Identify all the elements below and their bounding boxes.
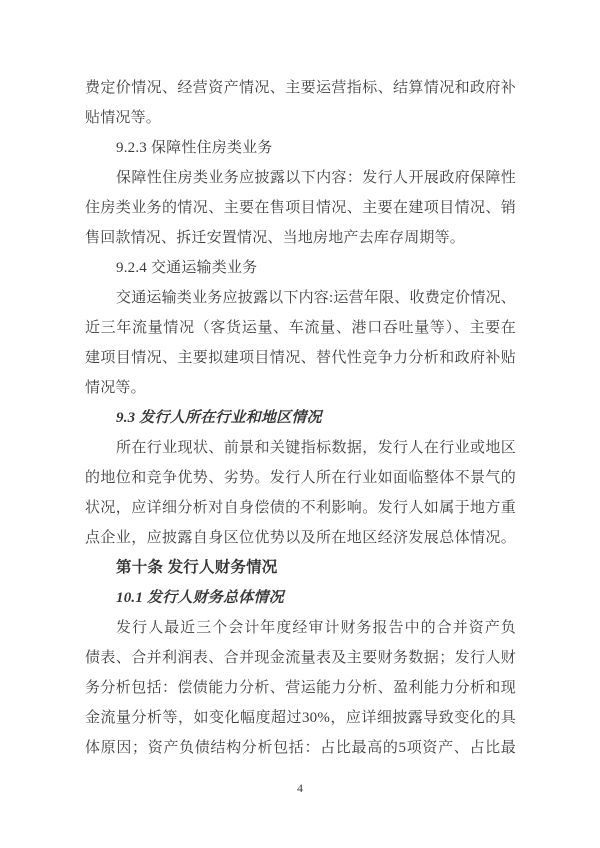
heading-10-1: 10.1 发行人财务总体情况 — [116, 590, 284, 606]
body-text-line: 债表、合并利润表、合并现金流量表及主要财务数据；发行人财 — [85, 650, 516, 666]
body-text-line: 贴情况等。 — [85, 110, 162, 126]
body-text-line: 情况等。 — [85, 380, 146, 396]
body-text-line: 所在行业现状、前景和关键指标数据，发行人在行业或地区 — [116, 440, 516, 456]
body-text-line: 费定价情况、经营资产情况、主要运营指标、结算情况和政府补 — [85, 80, 516, 96]
body-text-line: 状况，应详细分析对自身偿债的不利影响。发行人如属于地方重 — [85, 500, 516, 516]
document-text-block — [85, 73, 516, 763]
body-text-line: 发行人最近三个会计年度经审计财务报告中的合并资产负 — [116, 620, 516, 636]
heading-9-2-3: 9.2.3 保障性住房类业务 — [116, 140, 273, 156]
heading-9-2-4: 9.2.4 交通运输类业务 — [116, 260, 258, 276]
body-text-line: 务分析包括：偿债能力分析、营运能力分析、盈利能力分析和现 — [85, 680, 516, 696]
body-text-line: 保障性住房类业务应披露以下内容：发行人开展政府保障性 — [116, 170, 516, 186]
body-text-line: 住房类业务的情况、主要在售项目情况、主要在建项目情况、销 — [85, 200, 516, 216]
heading-chapter-10: 第十条 发行人财务情况 — [116, 559, 278, 576]
body-text-line: 建项目情况、主要拟建项目情况、替代性竞争力分析和政府补贴 — [85, 350, 516, 366]
body-text-line: 近三年流量情况（客货运量、车流量、港口吞吐量等）、主要在 — [85, 320, 516, 336]
body-text-line: 金流量分析等，如变化幅度超过30%，应详细披露导致变化的具 — [85, 710, 516, 726]
heading-9-3: 9.3 发行人所在行业和地区情况 — [116, 410, 322, 426]
page-number: 4 — [297, 781, 303, 795]
body-text-line: 售回款情况、拆迁安置情况、当地房地产去库存周期等。 — [85, 230, 466, 246]
body-text-line: 的地位和竞争优势、劣势。发行人所在行业如面临整体不景气的 — [85, 470, 516, 486]
body-text-line: 交通运输类业务应披露以下内容:运营年限、收费定价情况、 — [116, 290, 516, 306]
body-text-line: 体原因；资产负债结构分析包括：占比最高的5项资产、占比最 — [85, 740, 516, 756]
body-text-line: 点企业，应披露自身区位优势以及所在地区经济发展总体情况。 — [85, 530, 516, 546]
